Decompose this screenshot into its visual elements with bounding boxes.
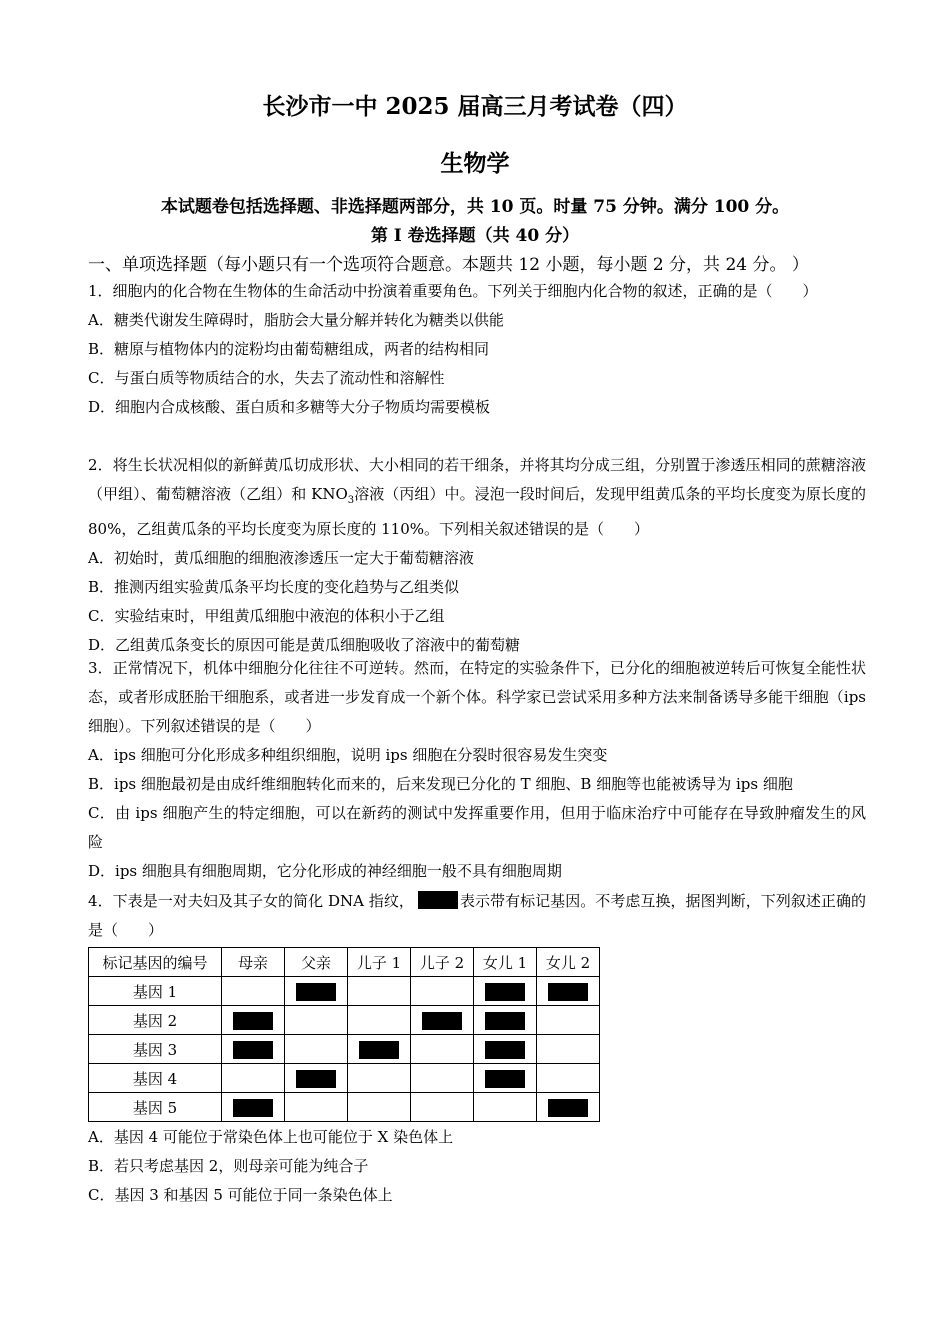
section-heading: 一、单项选择题（每小题只有一个选项符合题意。本题共 12 小题，每小题 2 分，共 24 分。 ） bbox=[88, 255, 809, 275]
marker-block bbox=[485, 1041, 525, 1059]
question-4-option-a: A．基因 4 可能位于常染色体上也可能位于 X 染色体上 bbox=[88, 1128, 454, 1146]
marker-block bbox=[233, 1099, 273, 1117]
marker-cell bbox=[285, 1035, 348, 1064]
question-1-option-b: B．糖原与植物体内的淀粉均由葡萄糖组成，两者的结构相同 bbox=[88, 340, 490, 358]
marker-cell bbox=[222, 1006, 285, 1035]
marker-cell bbox=[537, 1064, 600, 1093]
table-body bbox=[89, 977, 600, 1122]
table-row bbox=[89, 1006, 600, 1035]
question-2-stem-part-b: 溶液（丙组）中。浸泡一段时间后，发现甲组黄瓜条的平均长度变为原长度的 80%，乙组黄瓜条的平均长度变为原长度的 110%。下列相关叙述错误的是（ ） bbox=[88, 485, 866, 538]
marker-block bbox=[485, 1070, 525, 1088]
marker-block bbox=[233, 1041, 273, 1059]
marker-cell bbox=[222, 1064, 285, 1093]
marker-cell bbox=[411, 1064, 474, 1093]
question-2-stem bbox=[88, 451, 866, 544]
gene-label-cell: 基因 4 bbox=[89, 1064, 222, 1093]
part-title: 第 I 卷选择题（共 40 分） bbox=[370, 226, 580, 246]
marker-cell bbox=[348, 977, 411, 1006]
marker-block bbox=[296, 983, 336, 1001]
table-row bbox=[89, 1093, 600, 1122]
marker-cell bbox=[411, 1006, 474, 1035]
question-2-option-b: B．推测丙组实验黄瓜条平均长度的变化趋势与乙组类似 bbox=[88, 578, 460, 596]
marker-cell bbox=[474, 1093, 537, 1122]
table-header-cell: 女儿 2 bbox=[537, 948, 600, 977]
question-4-option-c: C．基因 3 和基因 5 可能位于同一条染色体上 bbox=[88, 1186, 393, 1204]
marker-block bbox=[359, 1041, 399, 1059]
marker-block bbox=[548, 983, 588, 1001]
marker-cell bbox=[348, 1064, 411, 1093]
marker-cell bbox=[537, 1093, 600, 1122]
question-4-stem-part-b: 表示带有标记基因。不考虑互换，据图判断，下列叙述正确的是（ ） bbox=[88, 892, 866, 939]
question-1-option-d: D．细胞内合成核酸、蛋白质和多糖等大分子物质均需要模板 bbox=[88, 398, 491, 416]
marker-cell bbox=[285, 1006, 348, 1035]
question-4 bbox=[88, 887, 866, 945]
marker-cell bbox=[537, 977, 600, 1006]
question-2-stem-part-a: 2．将生长状况相似的新鲜黄瓜切成形状、大小相同的若干细条，并将其均分成三组，分别置于渗透压相同的蔗糖溶液（甲组）、葡萄糖溶液（乙组）和 KNO bbox=[88, 456, 866, 503]
table-row bbox=[89, 977, 600, 1006]
marker-block bbox=[296, 1070, 336, 1088]
table-header-cell: 母亲 bbox=[222, 948, 285, 977]
marker-cell bbox=[474, 977, 537, 1006]
question-1-option-a: A．糖类代谢发生障碍时，脂肪会大量分解并转化为糖类以供能 bbox=[88, 311, 504, 329]
gene-label-cell: 基因 5 bbox=[89, 1093, 222, 1122]
marker-cell bbox=[474, 1064, 537, 1093]
gene-label-cell: 基因 2 bbox=[89, 1006, 222, 1035]
marker-block bbox=[485, 1012, 525, 1030]
marker-block bbox=[233, 1012, 273, 1030]
gene-label-cell: 基因 3 bbox=[89, 1035, 222, 1064]
marker-cell bbox=[285, 977, 348, 1006]
question-2-subscript: 3 bbox=[347, 495, 355, 506]
table-header-cell: 标记基因的编号 bbox=[89, 948, 222, 977]
table-row bbox=[89, 1035, 600, 1064]
table-header-cell: 父亲 bbox=[285, 948, 348, 977]
exam-title: 长沙市一中 2025 届高三月考试卷（四） bbox=[262, 93, 688, 120]
marker-cell bbox=[222, 977, 285, 1006]
question-1-stem: 1．细胞内的化合物在生物体的生命活动中扮演着重要角色。下列关于细胞内化合物的叙述，正确的是（ ） bbox=[88, 282, 818, 300]
question-2 bbox=[88, 451, 866, 660]
question-3 bbox=[88, 654, 866, 886]
marker-cell bbox=[285, 1064, 348, 1093]
question-4-stem-part-a: 4．下表是一对夫妇及其子女的简化 DNA 指纹， bbox=[88, 892, 414, 910]
question-1 bbox=[88, 277, 866, 422]
marker-block bbox=[548, 1099, 588, 1117]
question-2-option-c: C．实验结束时，甲组黄瓜细胞中液泡的体积小于乙组 bbox=[88, 607, 445, 625]
question-3-option-b: B．ips 细胞最初是由成纤维细胞转化而来的，后来发现已分化的 T 细胞、B 细胞等也能被诱导为 ips 细胞 bbox=[88, 775, 793, 793]
question-4-stem bbox=[88, 887, 866, 945]
table-header-cell: 儿子 2 bbox=[411, 948, 474, 977]
marker-cell bbox=[348, 1006, 411, 1035]
dna-fingerprint-table bbox=[88, 947, 600, 1122]
marker-legend-block bbox=[418, 891, 458, 909]
gene-label-cell: 基因 1 bbox=[89, 977, 222, 1006]
question-4-option-b: B．若只考虑基因 2，则母亲可能为纯合子 bbox=[88, 1157, 369, 1175]
marker-cell bbox=[411, 1093, 474, 1122]
marker-cell bbox=[285, 1093, 348, 1122]
marker-block bbox=[485, 983, 525, 1001]
table-header-row bbox=[89, 948, 600, 977]
table-header-cell: 儿子 1 bbox=[348, 948, 411, 977]
table-row bbox=[89, 1064, 600, 1093]
marker-cell bbox=[411, 1035, 474, 1064]
table-header-cell: 女儿 1 bbox=[474, 948, 537, 977]
question-4-options bbox=[88, 1123, 866, 1210]
marker-cell bbox=[411, 977, 474, 1006]
question-1-option-c: C．与蛋白质等物质结合的水，失去了流动性和溶解性 bbox=[88, 369, 445, 387]
marker-cell bbox=[348, 1035, 411, 1064]
question-3-stem: 3．正常情况下，机体中细胞分化往往不可逆转。然而，在特定的实验条件下，已分化的细胞被逆转后可恢复全能性状态，或者形成胚胎干细胞系，或者进一步发育成一个新个体。科学家已尝试采用多种方法来制备诱导多能干细胞（ips 细胞）。下列叙述错误的是（ ） bbox=[88, 659, 866, 735]
marker-cell bbox=[222, 1035, 285, 1064]
marker-cell bbox=[474, 1006, 537, 1035]
question-2-option-d: D．乙组黄瓜条变长的原因可能是黄瓜细胞吸收了溶液中的葡萄糖 bbox=[88, 636, 521, 654]
marker-cell bbox=[222, 1093, 285, 1122]
question-2-option-a: A．初始时，黄瓜细胞的细胞液渗透压一定大于葡萄糖溶液 bbox=[88, 549, 474, 567]
marker-block bbox=[422, 1012, 462, 1030]
subject-title: 生物学 bbox=[440, 150, 510, 177]
marker-cell bbox=[474, 1035, 537, 1064]
question-3-option-a: A．ips 细胞可分化形成多种组织细胞，说明 ips 细胞在分裂时很容易发生突变 bbox=[88, 746, 608, 764]
marker-cell bbox=[537, 1006, 600, 1035]
exam-intro: 本试题卷包括选择题、非选择题两部分，共 10 页。时量 75 分钟。满分 100 分。 bbox=[160, 197, 790, 217]
question-3-option-c: C．由 ips 细胞产生的特定细胞，可以在新药的测试中发挥重要作用，但用于临床治疗中可能存在导致肿瘤发生的风险 bbox=[88, 804, 866, 851]
marker-cell bbox=[348, 1093, 411, 1122]
marker-cell bbox=[537, 1035, 600, 1064]
question-3-option-d: D．ips 细胞具有细胞周期，它分化形成的神经细胞一般不具有细胞周期 bbox=[88, 862, 562, 880]
